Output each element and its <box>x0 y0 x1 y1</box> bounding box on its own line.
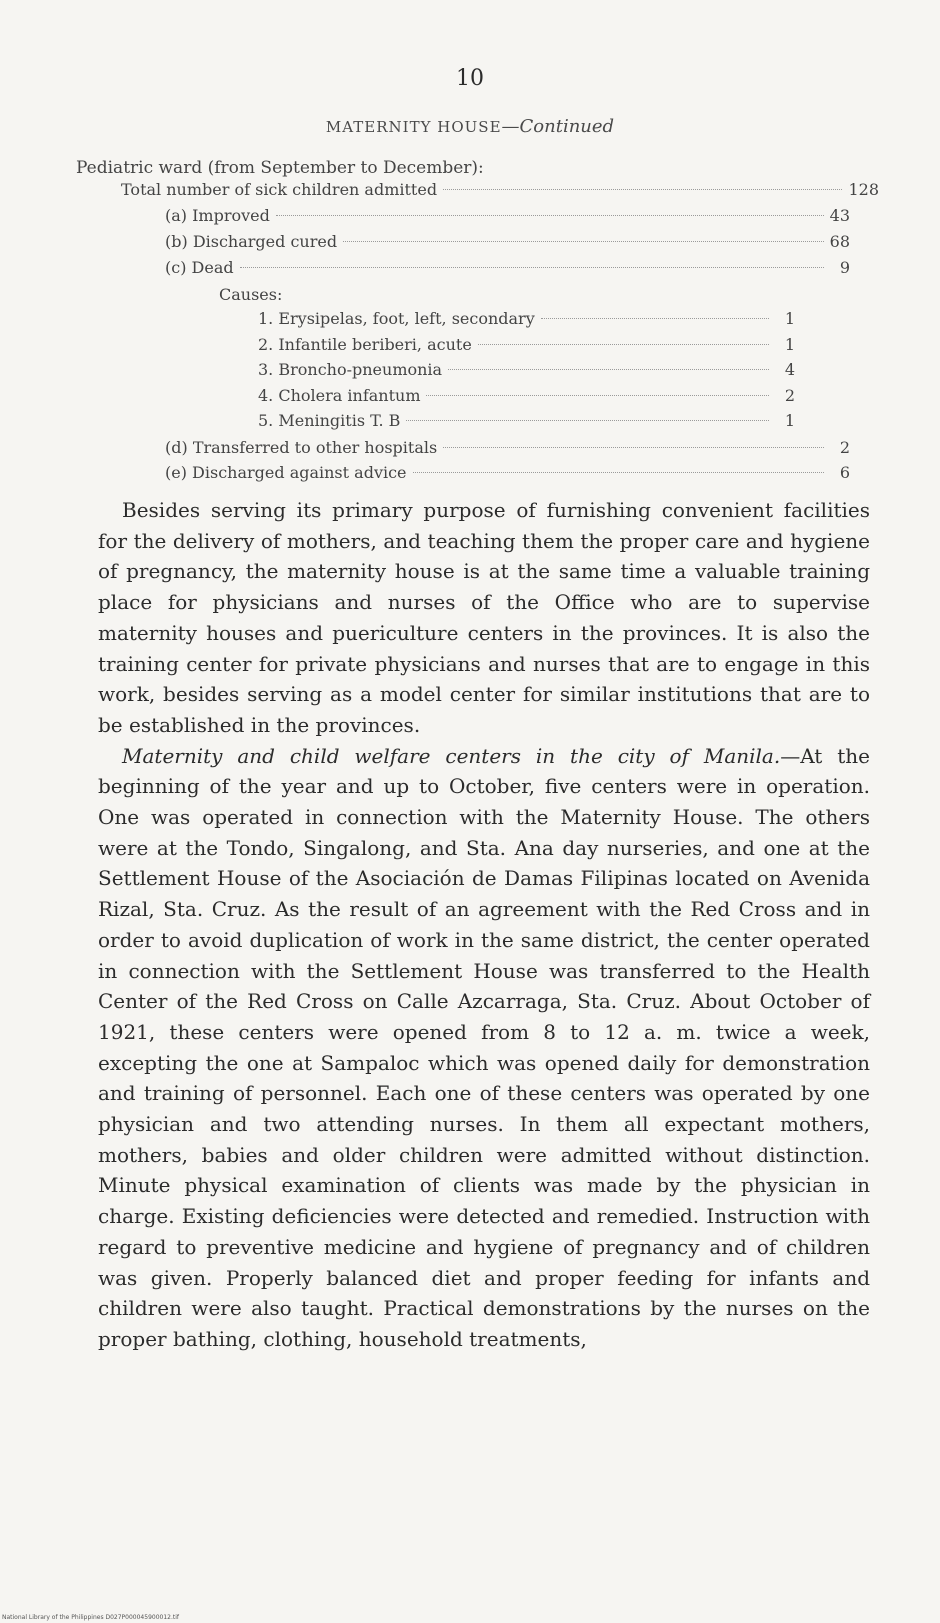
outcome-row-improved: (a) Improved 43 <box>165 206 850 225</box>
paragraph-lead-heading: Maternity and child welfare centers in the city of Manila. <box>122 743 781 768</box>
section-header <box>0 116 940 137</box>
outcome-row-dead: (c) Dead 9 <box>165 258 850 277</box>
cause-row: 3. Broncho-pneumonia 4 <box>258 360 795 379</box>
cause-row: 2. Infantile beriberi, acute 1 <box>258 335 795 354</box>
leader-dots <box>413 472 824 473</box>
outcome-row-discharged-cured: (b) Discharged cured 68 <box>165 232 850 251</box>
outcome-row-transferred: (d) Transferred to other hospitals 2 <box>165 438 850 457</box>
paragraph-welfare-centers <box>98 741 870 1355</box>
ward-heading: Pediatric ward (from September to December): <box>76 158 484 178</box>
leader-dots <box>240 267 824 268</box>
cause-row: 5. Meningitis T. B 1 <box>258 411 795 430</box>
paragraph-training: Besides serving its primary purpose of furnishing convenient facilities for the delivery of mothers, and teaching them the proper care and hygiene of pregnancy, the maternity house is at the same time a valuable training place for physicians and nurses of the Office who are to supervise maternity houses and puericulture centers in the provinces. It is also the training center for private physicians and nurses that are to engage in this work, besides serving as a model center for similar institutions that are to be established in the provinces. <box>98 498 870 737</box>
causes-label: Causes: <box>219 285 283 304</box>
cause-row: 4. Cholera infantum 2 <box>258 386 795 405</box>
page-number: 10 <box>456 66 484 91</box>
paragraph-body: —At the beginning of the year and up to October, five centers were in operation. One was operated in connection with the Maternity House. The others were at the Tondo, Singalong, and Sta. Ana day nurseries, and one at the Settlement House of the Asociación de Damas Filipinas located on Avenida Rizal, Sta. Cruz. As the result of an agreement with the Red Cross and in order to avoid duplication of work in the same district, the center operated in connection with the Settlement House was transferred to the Health Center of the Red Cross on Calle Azcarraga, Sta. Cruz. About October of 1921, these centers were opened from 8 to 12 a. m. twice a week, excepting the one at Sampaloc which was opened daily for demonstration and training of personnel. Each one of these centers was operated by one physician and two attending nurses. In them all expectant mothers, mothers, babies and older children were admitted without distinction. Minute physical examination of clients was made by the physician in charge. Existing deficiencies were detected and remedied. Instruction with regard to preventive medicine and hygiene of pregnancy and of children was given. Properly balanced diet and proper feeding for infants and children were also taught. Practical demonstrations by the nurses on the proper bathing, clothing, household treatments, <box>98 743 870 1351</box>
total-row <box>121 178 879 202</box>
leader-dots <box>541 318 769 319</box>
section-title: MATERNITY HOUSE <box>325 118 502 136</box>
outcome-row-discharged-against-advice: (e) Discharged against advice 6 <box>165 463 850 482</box>
leader-dots <box>443 189 842 190</box>
leader-dots <box>343 241 824 242</box>
total-value: 128 <box>848 180 879 199</box>
leader-dots <box>448 369 769 370</box>
leader-dots <box>276 215 824 216</box>
archive-footer-note: National Library of the Philippines D027P000045900012.tif <box>2 1614 180 1621</box>
section-continued: —Continued <box>501 116 615 137</box>
body-text <box>98 495 870 1355</box>
leader-dots <box>426 395 769 396</box>
total-label: Total number of sick children admitted <box>121 180 438 199</box>
cause-row: 1. Erysipelas, foot, left, secondary 1 <box>258 309 795 328</box>
leader-dots <box>443 447 824 448</box>
leader-dots <box>478 344 769 345</box>
leader-dots <box>406 420 769 421</box>
